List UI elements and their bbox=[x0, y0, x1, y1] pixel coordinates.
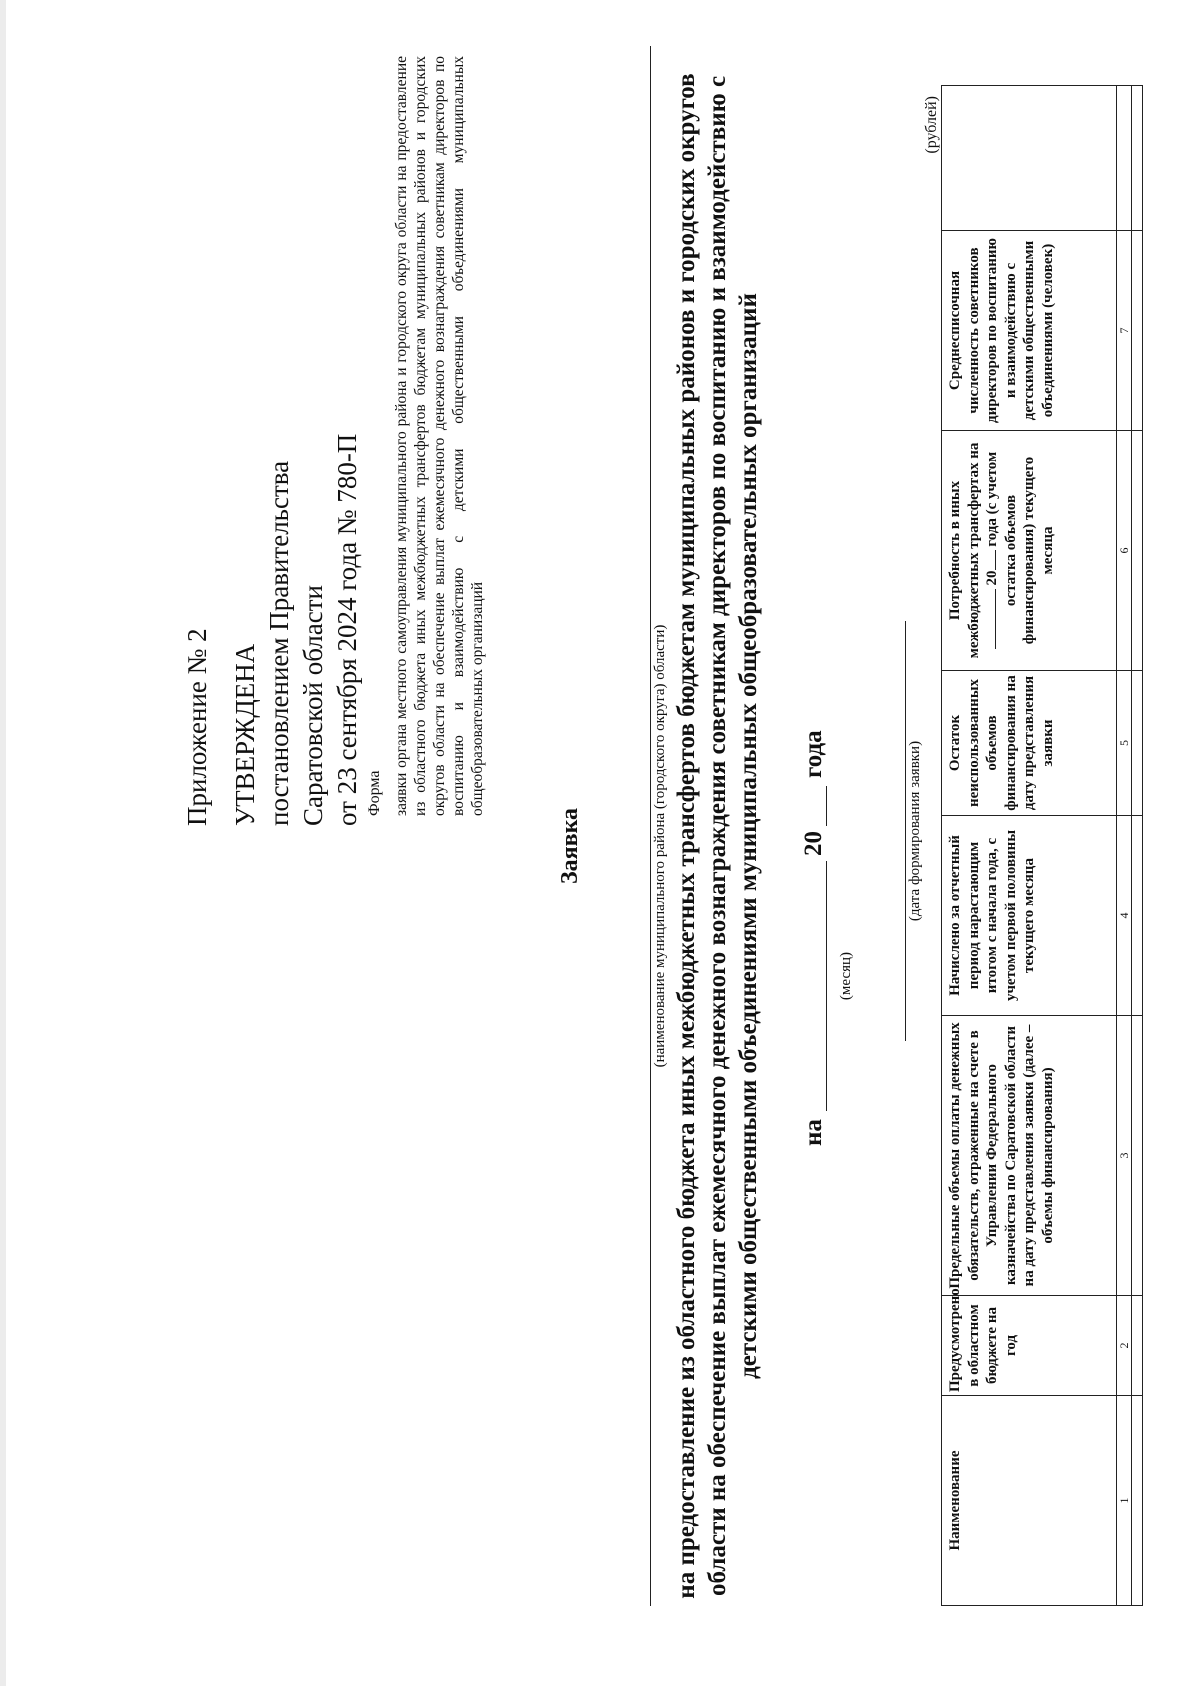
period-suffix: года bbox=[800, 730, 827, 778]
table-cell[interactable] bbox=[1132, 431, 1143, 671]
header-need bbox=[942, 431, 1117, 671]
approved-label: УТВЕРЖДЕНА bbox=[230, 643, 260, 826]
date-fill-line[interactable] bbox=[905, 621, 906, 1041]
header-need-month-line bbox=[983, 589, 996, 649]
table-cell[interactable] bbox=[1132, 1396, 1143, 1606]
form-label: Форма bbox=[366, 770, 383, 816]
header-need-suffix: года (с учетом остатка объемов финансирования) текущего месяца bbox=[984, 451, 1056, 645]
form-description: заявки органа местного самоуправления муниципального района и городского округа области на предоставление из областного бюджета иных межбюджетных трансфертов бюджетам муниципальных районов и городских округов области на обеспечение выплат ежемесячного денежного вознаграждения советникам директоров по воспитанию и взаимодействию с детскими общественными объединениями муниципальных общеобразовательных организаций bbox=[393, 56, 486, 816]
column-number: 7 bbox=[1117, 231, 1132, 431]
header-need-prefix: Потребность в иных межбюджетных трансфертах на bbox=[947, 442, 982, 659]
header-need-year-line bbox=[983, 550, 996, 570]
decree-line-2: Саратовской области bbox=[298, 585, 328, 826]
year-prefix: 20 bbox=[800, 831, 827, 856]
column-number: 1 bbox=[1117, 1396, 1132, 1606]
table-cell[interactable] bbox=[1132, 1296, 1143, 1396]
column-number-row bbox=[1117, 86, 1132, 1606]
table-cell[interactable] bbox=[1132, 1016, 1143, 1296]
municipality-fill-line[interactable] bbox=[650, 46, 651, 1606]
date-caption: (дата формирования заявки) bbox=[907, 740, 923, 922]
header-balance: Остаток неиспользованных объемов финансирования на дату представления заявки bbox=[942, 671, 1117, 816]
approval-block bbox=[180, 106, 364, 826]
table-cell[interactable] bbox=[1132, 86, 1143, 231]
column-number: 5 bbox=[1117, 671, 1132, 816]
header-name: Наименование bbox=[942, 1396, 1117, 1606]
request-subject: на предоставление из областного бюджета иных межбюджетных трансфертов бюджетам муниципальных районов и городских округов области на обеспечение выплат ежемесячного денежного вознаграждения советникам директоров по воспитанию и взаимодействию с детскими общественными объединениями муниципальных общеобразовательных организаций bbox=[673, 73, 762, 1599]
header-need-year: 20 bbox=[984, 570, 1000, 586]
month-caption: (месяц) bbox=[838, 951, 854, 1001]
table-cell[interactable] bbox=[1132, 671, 1143, 816]
table-row bbox=[1132, 86, 1143, 1606]
period-prefix: на bbox=[800, 1119, 827, 1146]
period-row bbox=[800, 46, 834, 1646]
request-table bbox=[941, 85, 1143, 1606]
column-number: 3 bbox=[1117, 1016, 1132, 1296]
currency-unit: (рублей) bbox=[923, 96, 940, 154]
year-fill-line[interactable] bbox=[826, 786, 827, 826]
table-cell[interactable] bbox=[1132, 231, 1143, 431]
column-number: 4 bbox=[1117, 816, 1132, 1016]
header-headcount: Среднесписочная численность советников директоров по воспитанию и взаимодействию с детскими общественными объединениями (человек) bbox=[942, 231, 1117, 431]
header-extra-column bbox=[942, 86, 1117, 231]
decree-line-1: постановлением Правительства bbox=[264, 460, 294, 826]
header-limits: Предельные объемы оплаты денежных обязательств, отраженные на счете в Управлении Федерального казначейства по Саратовской области на дату представления заявки (далее – объемы финансирования) bbox=[942, 1016, 1117, 1296]
document-title: Заявка bbox=[557, 807, 583, 885]
header-accrued: Начислено за отчетный период нарастающим итогом с начала года, с учетом первой половины текущего месяца bbox=[942, 816, 1117, 1016]
table-header-row bbox=[942, 86, 1117, 1606]
document-page bbox=[30, 46, 1150, 1646]
annex-number: Приложение № 2 bbox=[182, 628, 212, 826]
page-edge bbox=[0, 0, 6, 1686]
table-cell[interactable] bbox=[1132, 816, 1143, 1016]
column-number: 2 bbox=[1117, 1296, 1132, 1396]
header-planned: Предусмотрено в областном бюджете на год bbox=[942, 1296, 1117, 1396]
municipality-caption: (наименование муниципального района (городского округа) области) bbox=[652, 624, 668, 1068]
decree-line-3: от 23 сентября 2024 года № 780-П bbox=[332, 433, 362, 826]
column-number: 6 bbox=[1117, 431, 1132, 671]
column-number-empty bbox=[1117, 86, 1132, 231]
month-fill-line[interactable] bbox=[826, 861, 827, 1111]
